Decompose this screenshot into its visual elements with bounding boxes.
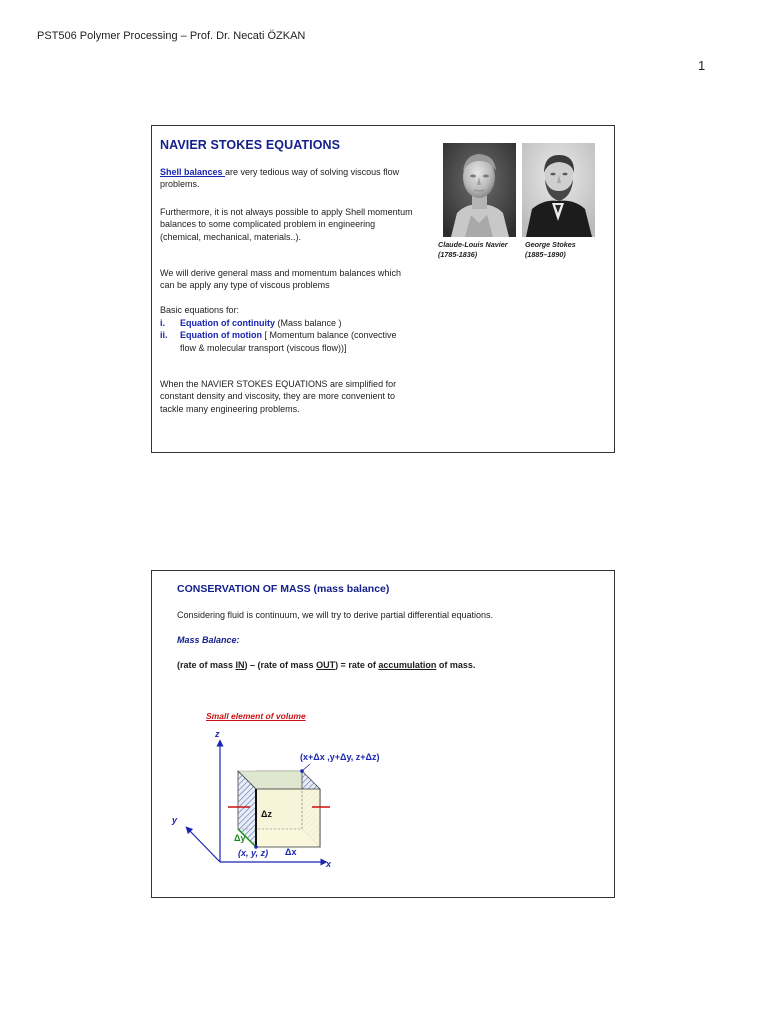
paragraph-simplified: When the NAVIER STOKES EQUATIONS are simplified for constant density and viscosity, they are more convenient to tackle many engineering problems. bbox=[160, 379, 397, 414]
eq-text: ) = rate of bbox=[335, 660, 379, 670]
shell-balances-term: Shell balances bbox=[160, 167, 226, 177]
list-item bbox=[160, 317, 415, 329]
eq-accumulation: accumulation bbox=[378, 660, 437, 670]
eq-text: (rate of mass bbox=[177, 660, 236, 670]
x-axis-label: x bbox=[326, 859, 332, 869]
paragraph-derive: We will derive general mass and momentum balances which can be apply any type of viscous problems bbox=[160, 268, 401, 291]
small-element-label: Small element of volume bbox=[206, 711, 306, 721]
z-axis-label: z bbox=[215, 729, 220, 739]
stokes-years: (1885–1890) bbox=[525, 250, 566, 259]
list-term: Equation of continuity bbox=[180, 318, 275, 328]
slide-navier-stokes bbox=[151, 125, 615, 453]
list-number: i. bbox=[160, 318, 166, 328]
paragraph-furthermore: Furthermore, it is not always possible to apply Shell momentum balances to some complicated problem in engineering (chemical, mechanical, materials..). bbox=[160, 207, 413, 242]
navier-name: Claude-Louis Navier bbox=[438, 240, 508, 249]
stokes-name: George Stokes bbox=[525, 240, 576, 249]
navier-portrait-image bbox=[443, 143, 516, 237]
stokes-caption bbox=[525, 240, 576, 260]
slide-conservation-of-mass bbox=[151, 570, 615, 898]
navier-years: (1785-1836) bbox=[438, 250, 478, 259]
dy-label: Δy bbox=[234, 833, 246, 843]
intro-text: Considering fluid is continuum, we will try to derive partial differential equations. bbox=[177, 610, 493, 620]
volume-element-diagram bbox=[152, 571, 614, 897]
slide-title: NAVIER STOKES EQUATIONS bbox=[160, 138, 341, 152]
paragraph-shell-balances bbox=[160, 166, 415, 191]
paragraph-text: are very tedious way of solving viscous flow problems. bbox=[160, 167, 400, 190]
equations-list bbox=[160, 317, 415, 354]
list-desc: (Mass balance ) bbox=[275, 318, 342, 328]
stokes-portrait-image bbox=[522, 143, 595, 237]
y-axis bbox=[188, 829, 220, 862]
dz-label: Δz bbox=[261, 809, 272, 819]
paragraph-basic-equations: Basic equations for: bbox=[160, 305, 240, 315]
mass-balance-subtitle: Mass Balance: bbox=[177, 635, 240, 645]
eq-in: IN bbox=[235, 660, 245, 670]
list-item bbox=[160, 329, 415, 354]
list-desc: [ Momentum balance (convective flow & molecular transport (viscous flow))] bbox=[180, 330, 397, 353]
list-number: ii. bbox=[160, 330, 168, 341]
eq-text: of mass. bbox=[436, 660, 476, 670]
far-corner-label: (x+Δx ,y+Δy, z+Δz) bbox=[300, 752, 380, 762]
page-header: PST506 Polymer Processing – Prof. Dr. Necati ÖZKAN bbox=[37, 30, 306, 42]
eq-text: ) – (rate of mass bbox=[244, 660, 317, 670]
y-axis-label: y bbox=[172, 815, 178, 825]
navier-caption bbox=[438, 240, 508, 260]
page-number: 1 bbox=[698, 58, 706, 73]
dx-label: Δx bbox=[285, 847, 297, 857]
slide-title: CONSERVATION OF MASS (mass balance) bbox=[177, 583, 390, 595]
list-term: Equation of motion bbox=[180, 330, 262, 341]
eq-out: OUT bbox=[316, 660, 336, 670]
origin-label: (x, y, z) bbox=[238, 848, 269, 858]
